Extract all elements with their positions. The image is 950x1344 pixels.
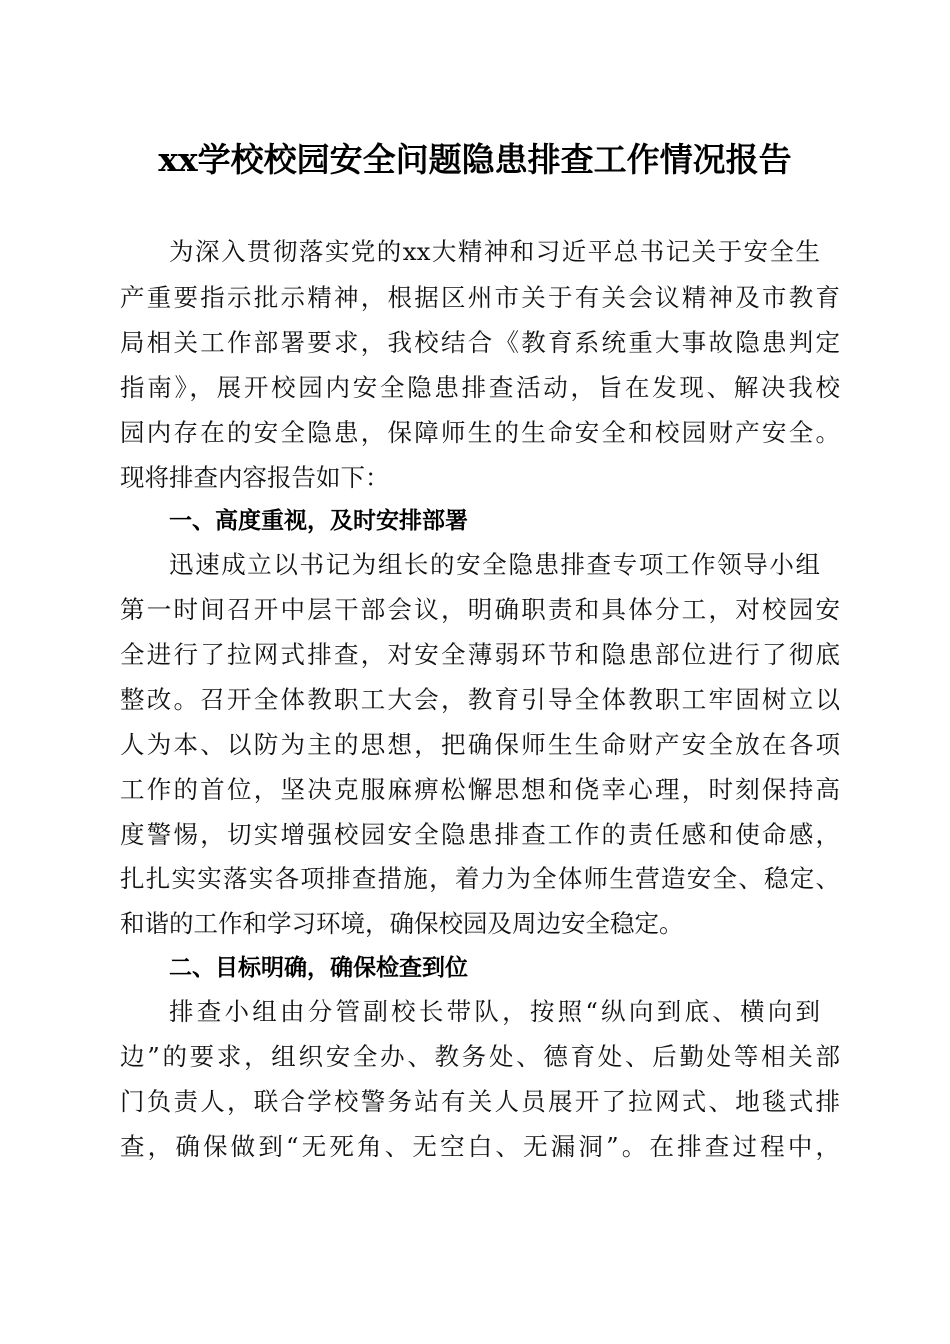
section1-line: 迅速成立以书记为组长的安全隐患排查专项工作领导小组	[169, 550, 820, 579]
section1-line: 工作的首位，坚决克服麻痹松懈思想和侥幸心理，时刻保持高	[120, 775, 840, 804]
section2-line: 查，确保做到“无死角、无空白、无漏洞”。在排查过程中，	[120, 1132, 840, 1161]
intro-line: 为深入贯彻落实党的xx大精神和习近平总书记关于安全生	[169, 237, 820, 266]
section1-line: 和谐的工作和学习环境，确保校园及周边安全稳定。	[120, 909, 684, 938]
section1-line: 全进行了拉网式排查，对安全薄弱环节和隐患部位进行了彻底	[120, 640, 840, 669]
intro-line: 现将排查内容报告如下：	[120, 463, 390, 492]
section-heading-1: 一、高度重视，及时安排部署	[169, 508, 468, 534]
intro-line: 园内存在的安全隐患，保障师生的生命安全和校园财产安全。	[120, 418, 840, 447]
section1-line: 度警惕，切实增强校园安全隐患排查工作的责任感和使命感，	[120, 820, 840, 849]
section1-line: 第一时间召开中层干部会议，明确职责和具体分工，对校园安	[120, 595, 840, 624]
section1-line: 整改。召开全体教职工大会，教育引导全体教职工牢固树立以	[120, 685, 840, 714]
section2-line: 边”的要求，组织安全办、教务处、德育处、后勤处等相关部	[120, 1042, 840, 1071]
intro-line: 局相关工作部署要求，我校结合《教育系统重大事故隐患判定	[120, 328, 840, 357]
intro-line: 指南》，展开校园内安全隐患排查活动，旨在发现、解决我校	[120, 373, 840, 402]
document-title: xx学校校园安全问题隐患排查工作情况报告	[158, 140, 792, 179]
intro-line: 产重要指示批示精神，根据区州市关于有关会议精神及市教育	[120, 283, 840, 312]
section1-line: 扎扎实实落实各项排查措施，着力为全体师生营造安全、稳定、	[120, 864, 840, 893]
section-heading-2: 二、目标明确，确保检查到位	[169, 955, 468, 981]
section2-line: 门负责人，联合学校警务站有关人员展开了拉网式、地毯式排	[120, 1087, 840, 1116]
section1-line: 人为本、以防为主的思想，把确保师生生命财产安全放在各项	[120, 730, 840, 759]
section2-line: 排查小组由分管副校长带队，按照“纵向到底、横向到	[169, 997, 820, 1026]
